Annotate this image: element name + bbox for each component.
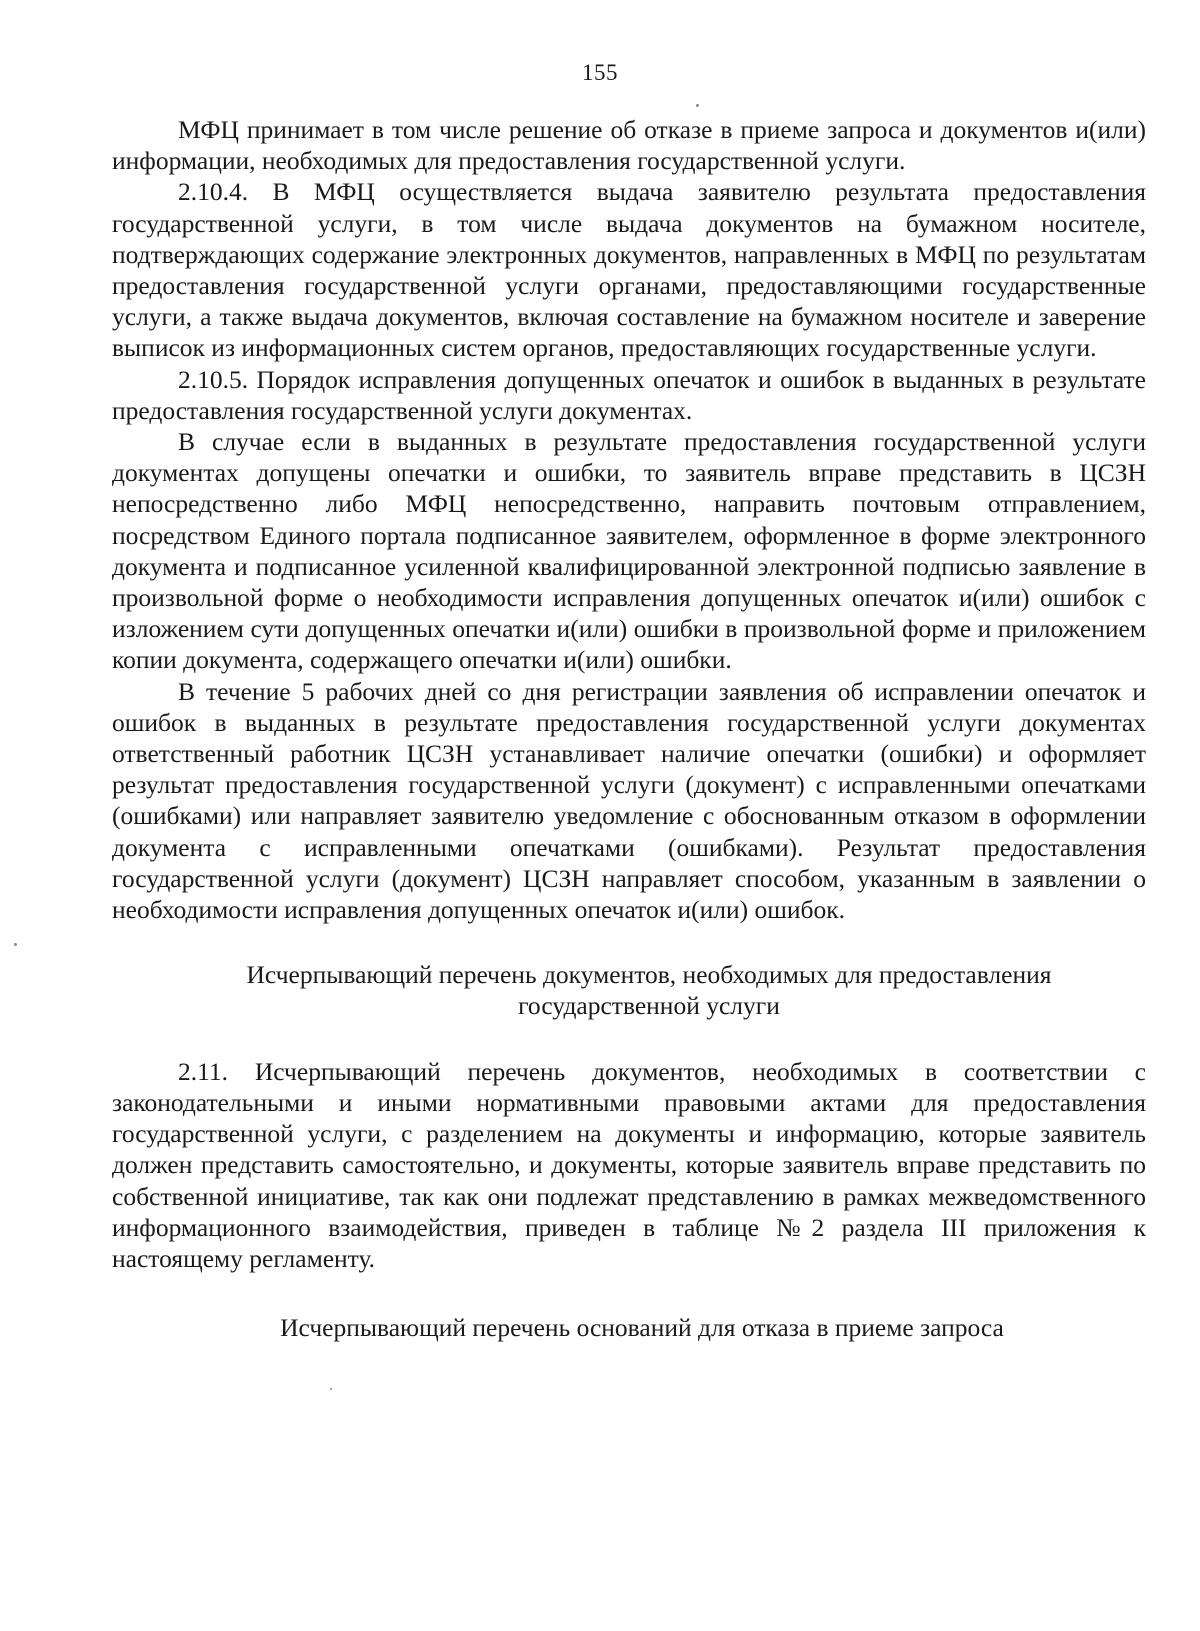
paragraph-2-10-5: 2.10.5. Порядок исправления допущенных опечаток и ошибок в выданных в результате предоставления государственной услуги документах. <box>112 364 1146 425</box>
document-body <box>112 114 1146 1343</box>
section-heading-documents-list-line2: государственной услуги <box>518 991 780 1021</box>
paragraph-mfc-refusal: МФЦ принимает в том числе решение об отказе в приеме запроса и документов и(или) информации, необходимых для предоставления государственной услуги. <box>112 115 1146 176</box>
paragraph-2-10-4: 2.10.4. В МФЦ осуществляется выдача заявителю результата предоставления государственной услуги, в том числе выдача документов на бумажном носителе, подтверждающих содержание электронных документов, направленных в МФЦ по результатам предоставления государственной услуги органами, предоставляющими государственные услуги, а также выдача документов, включая составление на бумажном носителе и заверение выписок из информационных систем органов, предоставляющих государственные услуги. <box>112 177 1146 363</box>
page-number: 155 <box>582 60 618 85</box>
scan-speck <box>14 943 17 946</box>
paragraph-correction-deadline: В течение 5 рабочих дней со дня регистрации заявления об исправлении опечаток и ошибок в выданных в результате предоставления государственной услуги документах ответственный работник ЦСЗН устанавливает наличие опечатки (ошибки) и оформляет результат предоставления государственной услуги (документ) с исправленными опечатками (ошибками) или направляет заявителю уведомление с обоснованным отказом в оформлении документа с исправленными опечатками (ошибками). Результат предоставления государственной услуги (документ) ЦСЗН направляет способом, указанным в заявлении о необходимости исправления допущенных опечаток и(или) ошибок. <box>112 676 1146 925</box>
paragraph-2-11: 2.11. Исчерпывающий перечень документов, необходимых в соответствии с законодательными и иными нормативными правовыми актами для предоставления государственной услуги, с разделением на документы и информацию, которые заявитель должен представить самостоятельно, и документы, которые заявитель вправе представить по собственной инициативе, так как они подлежат представлению в рамках межведомственного информационного взаимодействия, приведен в таблице №2 раздела III приложения к настоящему регламенту. <box>112 1056 1146 1273</box>
scan-speck <box>330 1388 332 1390</box>
section-heading-documents-list <box>112 959 1146 1021</box>
scan-speck <box>696 104 699 107</box>
paragraph-errors-correction-request: В случае если в выданных в результате предоставления государственной услуги документах допущены опечатки и ошибки, то заявитель вправе представить в ЦСЗН непосредственно либо МФЦ непосредственно, направить почтовым отправлением, посредством Единого портала подписанное заявителем, оформленное в форме электронного документа и подписанное усиленной квалифицированной электронной подписью заявление в произвольной форме о необходимости исправления допущенных опечаток и(или) ошибок с изложением сути допущенных опечатки и(или) ошибки в произвольной форме и приложением копии документа, содержащего опечатки и(или) ошибки. <box>112 427 1146 675</box>
section-heading-refusal-grounds: Исчерпывающий перечень оснований для отказа в приеме запроса <box>280 1313 1004 1343</box>
section-heading-documents-list-line1: Исчерпывающий перечень документов, необходимых для предоставления <box>246 960 1052 990</box>
